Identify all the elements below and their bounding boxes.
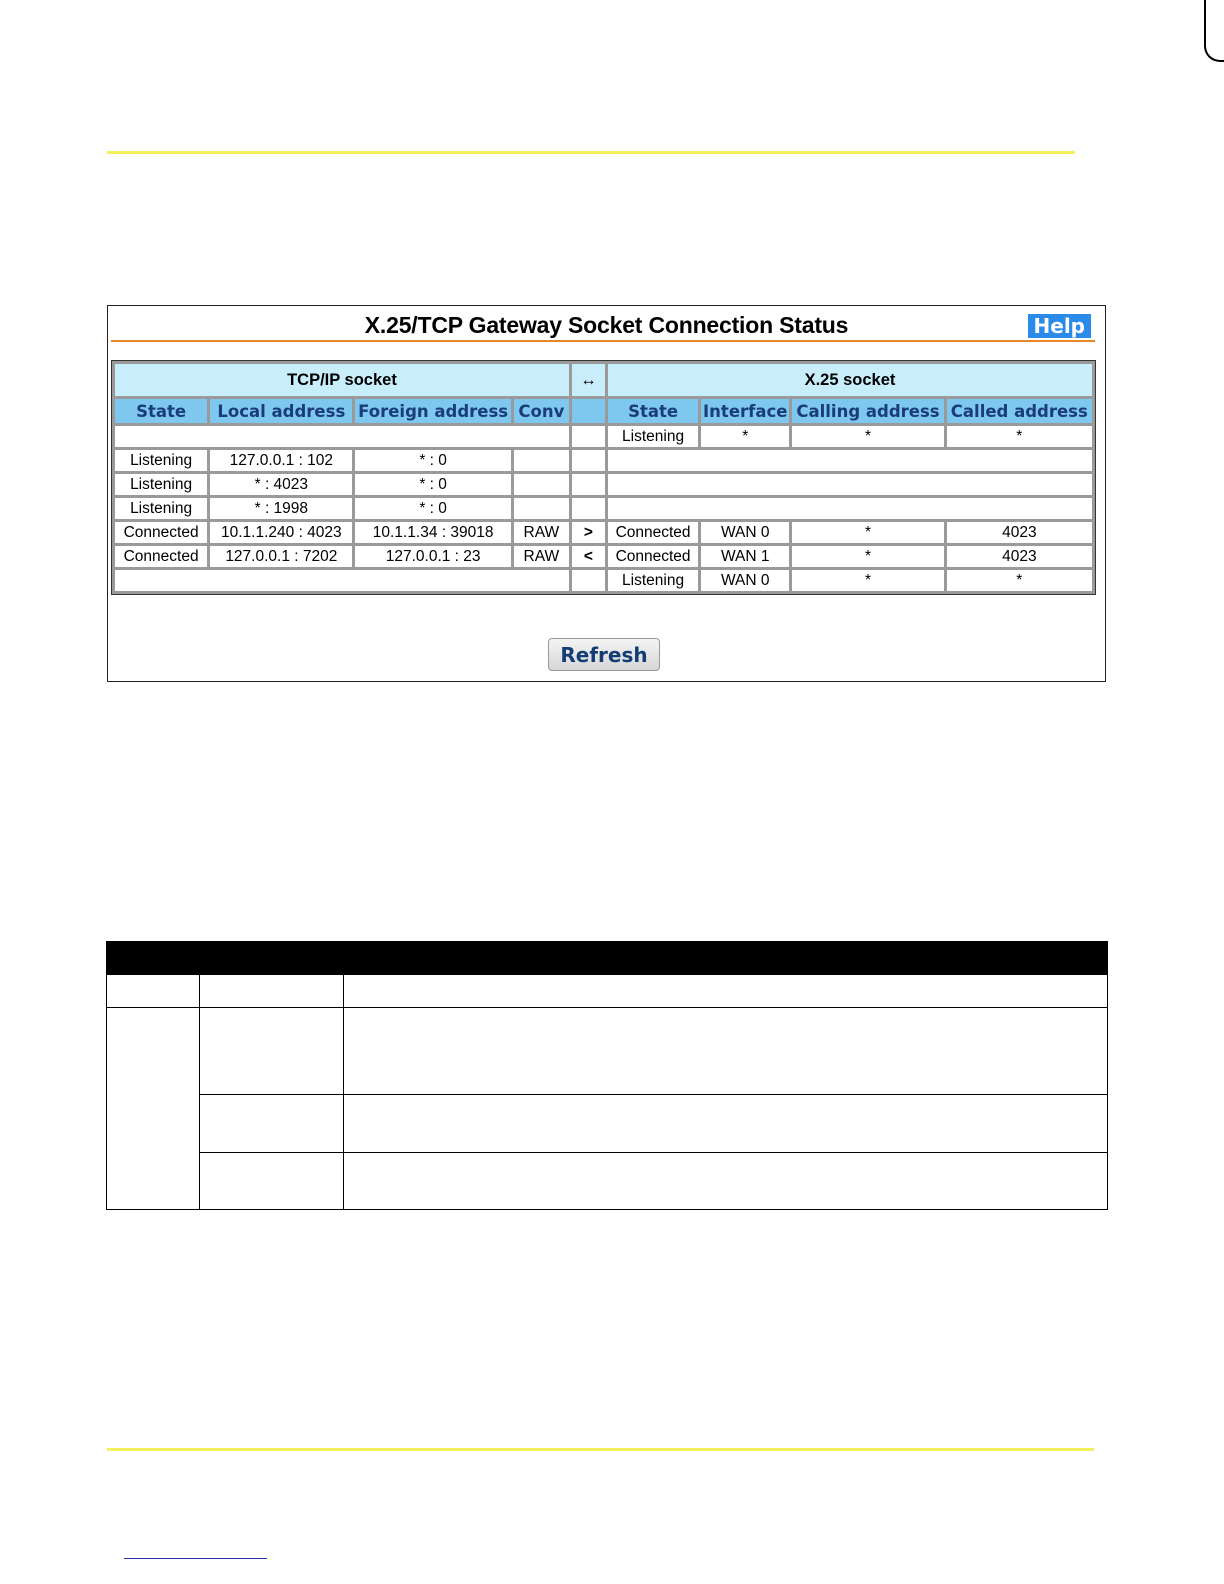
conv-cell: [514, 450, 569, 471]
conv-cell: RAW: [514, 546, 569, 567]
table-row: [115, 498, 1092, 519]
x25-empty-cell: [608, 450, 1092, 471]
foreign-address-cell: * : 0: [355, 474, 510, 495]
direction-cell: <: [572, 546, 605, 567]
foreign-address-cell: * : 0: [355, 450, 510, 471]
direction-cell: [572, 426, 605, 447]
called-address-cell: 4023: [947, 546, 1092, 567]
col-conv: Conv: [514, 399, 569, 423]
table-cell: [107, 1008, 200, 1210]
table-cell: [344, 1095, 1108, 1153]
table-cell: [344, 1008, 1108, 1095]
conv-cell: RAW: [514, 522, 569, 543]
refresh-button[interactable]: Refresh: [548, 638, 660, 671]
x25-state-cell: Connected: [608, 546, 698, 567]
local-address-cell: 127.0.0.1 : 7202: [210, 546, 352, 567]
calling-address-cell: *: [792, 570, 943, 591]
local-address-cell: * : 1998: [210, 498, 352, 519]
tcp-empty-cell: [115, 570, 569, 591]
calling-address-cell: *: [792, 546, 943, 567]
tcp-state-cell: Listening: [115, 498, 207, 519]
conv-cell: [514, 474, 569, 495]
table-row: [107, 1153, 1108, 1210]
table-row: [115, 546, 1092, 567]
table-cell: [107, 975, 200, 1008]
col-interface: Interface: [701, 399, 789, 423]
tcp-state-cell: Connected: [115, 522, 207, 543]
direction-cell: [572, 498, 605, 519]
x25-socket-group-header: X.25 socket: [608, 364, 1092, 396]
direction-group-header: ↔: [572, 364, 605, 396]
col-local-address: Local address: [210, 399, 352, 423]
document-table: [106, 941, 1108, 1210]
local-address-cell: * : 4023: [210, 474, 352, 495]
gateway-status-panel: [107, 305, 1106, 682]
x25-state-cell: Connected: [608, 522, 698, 543]
called-address-cell: 4023: [947, 522, 1092, 543]
direction-cell: [572, 570, 605, 591]
called-address-cell: *: [947, 570, 1092, 591]
tcp-state-cell: Listening: [115, 450, 207, 471]
table-row: [115, 426, 1092, 447]
interface-cell: WAN 1: [701, 546, 789, 567]
footer-link-underline[interactable]: [124, 1558, 267, 1559]
called-address-cell: *: [947, 426, 1092, 447]
x25-state-cell: Listening: [608, 426, 698, 447]
direction-cell: [572, 474, 605, 495]
conv-cell: [514, 498, 569, 519]
tcp-socket-group-header: TCP/IP socket: [115, 364, 569, 396]
col-calling-address: Calling address: [792, 399, 943, 423]
document-table-header: [107, 942, 1108, 975]
table-row: [115, 450, 1092, 471]
table-cell: [200, 1095, 344, 1153]
tcp-state-cell: Connected: [115, 546, 207, 567]
interface-cell: WAN 0: [701, 570, 789, 591]
calling-address-cell: *: [792, 426, 943, 447]
table-row: [107, 975, 1108, 1008]
tcp-state-cell: Listening: [115, 474, 207, 495]
col-foreign-address: Foreign address: [355, 399, 510, 423]
col-tcp-state: State: [115, 399, 207, 423]
foreign-address-cell: 127.0.0.1 : 23: [355, 546, 510, 567]
col-called-address: Called address: [947, 399, 1092, 423]
table-cell: [344, 1153, 1108, 1210]
header-cell: [107, 942, 1108, 975]
local-address-cell: 127.0.0.1 : 102: [210, 450, 352, 471]
table-row: [107, 1095, 1108, 1153]
interface-cell: WAN 0: [701, 522, 789, 543]
table-row: [115, 522, 1092, 543]
tcp-empty-cell: [115, 426, 569, 447]
x25-empty-cell: [608, 474, 1092, 495]
interface-cell: *: [701, 426, 789, 447]
foreign-address-cell: 10.1.1.34 : 39018: [355, 522, 510, 543]
table-cell: [344, 975, 1108, 1008]
table-cell: [200, 1153, 344, 1210]
table-row: [107, 1008, 1108, 1095]
col-x25-state: State: [608, 399, 698, 423]
calling-address-cell: *: [792, 522, 943, 543]
panel-title: X.25/TCP Gateway Socket Connection Status: [364, 312, 849, 338]
local-address-cell: 10.1.1.240 : 4023: [210, 522, 352, 543]
socket-status-table: [111, 360, 1096, 595]
top-rule: [107, 151, 1075, 154]
help-button[interactable]: Help: [1028, 314, 1091, 338]
direction-cell: [572, 450, 605, 471]
table-row: [115, 474, 1092, 495]
foreign-address-cell: * : 0: [355, 498, 510, 519]
col-direction: [572, 399, 605, 423]
direction-cell: >: [572, 522, 605, 543]
table-cell: [200, 975, 344, 1008]
page-corner-mark: [1204, 0, 1224, 62]
table-cell: [200, 1008, 344, 1095]
table-row: [115, 570, 1092, 591]
title-underline: [111, 340, 1095, 342]
bottom-rule: [107, 1448, 1094, 1451]
x25-state-cell: Listening: [608, 570, 698, 591]
x25-empty-cell: [608, 498, 1092, 519]
